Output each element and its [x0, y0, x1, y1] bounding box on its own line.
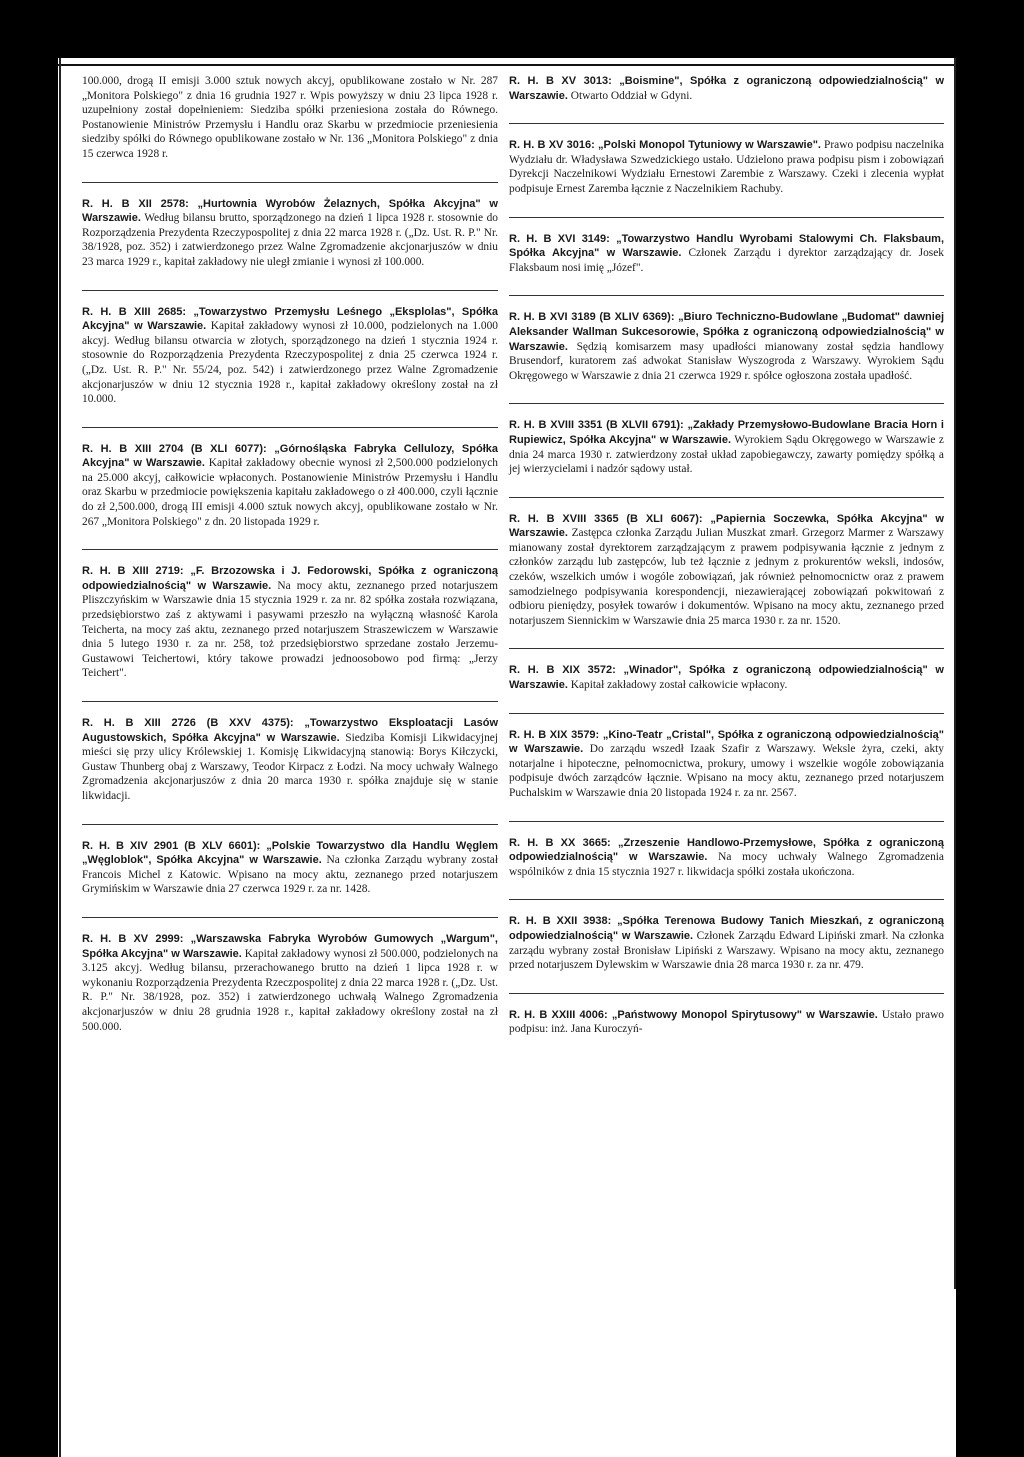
- entry-text: Na mocy uchwały Walnego Zgromadzenia wspólników z dnia 15 stycznia 1927 r. likwidacja spółki została ukończona.: [509, 851, 944, 878]
- entry-text: Kapitał zakładowy wynosi zł 10.000, podzielonych na 1.000 akcyj. Według bilansu otwarcia w złotych, sporządzonego na dzień 1 stycznia 1924 r. stosownie do Rozporządzenia Prezydenta Rzeczypospolitej z dnia 25 czerwca 1924 r. („Dz. Ust. R. P." Nr. 55/24, poz. 542) i zatwierdzonego przez Walne Zgromadzenie akcjonarjuszów w dniu 12 stycznia 1928 r., kapitał zakładowy określony został na zł 10.000.: [82, 320, 498, 406]
- register-entry: [509, 232, 944, 286]
- register-entry: [509, 418, 944, 486]
- entry-divider: [82, 427, 498, 428]
- entry-text: Ustało prawo podpisu: inż. Jana Kuroczyń-: [509, 1008, 944, 1036]
- entry-text: Członek Zarządu i dyrektor zarządzający dr. Josek Flaksbaum nosi imię „Józef".: [509, 247, 944, 274]
- entry-text: 100.000, drogą II emisji 3.000 sztuk nowych akcyj, opublikowane zostało w Nr. 287 „Monitora Polskiego" z dnia 16 grudnia 1927 r. Wpis powyższy w dniu 23 lipca 1928 r. uzupełniony został dopełnieniem: Siedziba spółki przeniesiona została do Równego. Postanowienie Ministrów Przemysłu i Handlu oraz Skarbu w przedmiocie przeniesienia siedziby spółki do Równego opublikowane zostało w Nr. 136 „Monitora Polskiego" z dnia 15 czerwca 1928 r.: [82, 75, 498, 160]
- entry-heading: R. H. B XIII 2726 (B XXV 4375): „Towarzystwo Eksploatacji Lasów Augustowskich, Spółka Akcyjna" w Warszawie.: [82, 717, 498, 744]
- register-entry: [509, 310, 944, 393]
- entry-divider: [82, 290, 498, 291]
- entry-divider: [509, 899, 944, 900]
- register-entry: [82, 716, 498, 814]
- entry-text: Na mocy aktu, zeznanego przed notarjuszem Pliszczyńskim w Warszawie dnia 15 stycznia 1929 r. za nr. 82 spółka została rozwiązana, przedsiębiorstwo zaś z aktywami i pasywami przeszło na wyłączną własność Karola Teicherta, na mocy zaś aktu, zeznanego przed notarjuszem Straszewiczem w Warszawie dnia 5 lutego 1930 r. za nr. 258, toż przedsiębiorstwo sprzedane zostało Jerzemu-Gustawowi Teichertowi, który takowe prowadzi jednoosobowo pod firmą: „Jerzy Teichert".: [82, 579, 499, 680]
- entry-divider: [82, 824, 498, 825]
- entry-heading: R. H. B XVIII 3351 (B XLVII 6791): „Zakłady Przemysłowo-Budowlane Bracia Horn i Rupiewicz, Spółka Akcyjna" w Warszawie.: [509, 419, 944, 446]
- register-entry: [509, 74, 944, 113]
- entry-divider: [509, 497, 944, 498]
- entry-text: Otwarto Oddział w Gdyni.: [567, 89, 693, 102]
- entry-text: Zastępca członka Zarządu Julian Muszkat zmarł. Grzegorz Marmer z Warszawy mianowany został dyrektorem zarządzającym z prawem podpisywania łącznie z jednym z członków zarządu lub zastępców, lub też łącznie z jednym z prokurentów weksli, indosów, czeków, wszelkich umów i wogóle zobowiązań, jak również pełnomocnictw oraz z prawem samodzielnego podpisywania korespondencji, niezawierającej zobowiązań pokwitowań z odbioru pieniędzy, posyłek towarów i dokumentów. Wpisano na mocy aktu, zeznanego przed notarjuszem Siennickim w Warszawie dnia 25 marca 1930 r. za nr. 1520.: [509, 527, 944, 627]
- register-entry: [509, 138, 944, 206]
- entry-heading: R. H. B XXIII 4006: „Państwowy Monopol Spirytusowy" w Warszawie.: [509, 1008, 878, 1021]
- entry-text: Na członka Zarządu wybrany został Francois Michel z Katowic. Wpisano na mocy aktu, zeznanego przed notarjuszem Grymińskim w Warszawie dnia 27 czerwca 1929 r. za nr. 1428.: [82, 854, 498, 896]
- entry-text: Według bilansu brutto, sporządzonego na dzień 1 lipca 1928 r. stosownie do Rozporządzenia Prezydenta Rzeczypospolitej z dnia 22 marca 1928 r. („Dz. Ust. R. P." Nr. 38/1928, poz. 352) i zatwierdzonego przez Walne Zgromadzenie akcjonarjuszów w dniu 23 marca 1929 r., kapitał zakładowy nie uległ zmianie i wynosi zł 100.000.: [82, 212, 498, 268]
- register-entry: [509, 728, 944, 811]
- entry-divider: [509, 217, 944, 218]
- entry-heading: R. H. B XVI 3149: „Towarzystwo Handlu Wyrobami Stalowymi Ch. Flaksbaum, Spółka Akcyjna" w Warszawie.: [509, 232, 944, 260]
- right-column: [509, 74, 944, 1047]
- entry-heading: R. H. B XIX 3579: „Kino-Teatr „Cristal", Spółka z ograniczoną odpowiedzialnością" w Warszawie.: [509, 728, 944, 756]
- entry-heading: R. H. B XII 2578: „Hurtownia Wyrobów Żelaznych, Spółka Akcyjna" w Warszawie.: [82, 197, 498, 225]
- entry-heading: R. H. B XIII 2704 (B XLI 6077): „Górnośląska Fabryka Cellulozy, Spółka Akcyjna" w Warszawie.: [82, 442, 498, 470]
- register-entry: [82, 197, 498, 280]
- entry-divider: [509, 648, 944, 649]
- entry-heading: R. H. B XVIII 3365 (B XLI 6067): „Papiernia Soczewka, Spółka Akcyjna" w Warszawie.: [509, 512, 944, 540]
- entry-heading: R. H. B XIV 2901 (B XLV 6601): „Polskie Towarzystwo dla Handlu Węglem „Węgloblok", Spółka Akcyjna" w Warszawie.: [82, 839, 498, 867]
- entry-divider: [509, 821, 944, 822]
- entry-heading: R. H. B XIII 2685: „Towarzystwo Przemysłu Leśnego „Eksplolas", Spółka Akcyjna" w Warszawie.: [82, 305, 498, 333]
- entry-text: Członek Zarządu Edward Lipiński zmarł. Na członka zarządu wybrany został Bronisław Lipiński z Warszawy. Wpisano na mocy aktu, zeznanego przed notarjuszem Dylewskim w Warszawie dnia 28 marca 1930 r. za nr. 479.: [509, 929, 944, 972]
- entry-heading: R. H. B XV 3013: „Boismine", Spółka z ograniczoną odpowiedzialnością" w Warszawie.: [509, 75, 944, 102]
- register-entry: [82, 442, 498, 540]
- register-entry: [509, 914, 944, 982]
- entry-heading: R. H. B XXII 3938: „Spółka Terenowa Budowy Tanich Mieszkań, z ograniczoną odpowiedzialnością" w Warszawie.: [509, 915, 944, 942]
- entry-heading: R. H. B XIX 3572: „Winador", Spółka z ograniczoną odpowiedzialnością" w Warszawie.: [509, 664, 944, 692]
- entry-text: Kapitał zakładowy obecnie wynosi zł 2,500.000 podzielonych na 25.000 akcyj, całkowicie wpłaconych. Postanowienie Ministrów Przemysłu i Handlu oraz Skarbu w przedmiocie powiększenia kapitału zakładowego o zł 400.000, czyli łącznie do zł 2,500.000, drogą III emisji 4.000 sztuk nowych akcyj, opublikowane zostało w Nr. 267 „Monitora Polskiego" z dn. 20 listopada 1929 r.: [82, 457, 499, 528]
- register-entry: [509, 663, 944, 702]
- entry-text: Do zarządu wszedł Izaak Szafir z Warszawy. Weksle żyra, czeki, akty notarjalne i hipoteczne, pełnomocnictwa, prokury, umowy i wszelkie wogóle zobowiązania podpisuje dwóch zarządców łącznie. Wpisano na mocy aktu, zeznanego przed notarjuszem Puchalskim w Warszawie dnia 20 listopada 1924 r. za nr. 2567.: [509, 743, 944, 799]
- register-entry: [82, 564, 498, 691]
- register-entry: [509, 836, 944, 890]
- register-entry: [509, 512, 944, 639]
- entry-divider: [82, 182, 498, 183]
- left-rule: [59, 58, 61, 1457]
- entry-divider: [82, 917, 498, 918]
- entry-heading: R. H. B XV 3016: „Polski Monopol Tytuniowy w Warszawie".: [509, 139, 821, 152]
- register-entry: [509, 1008, 944, 1047]
- register-entry: [82, 305, 498, 417]
- entry-divider: [82, 549, 498, 550]
- register-entry: [82, 932, 498, 1044]
- entry-heading: R. H. B XVI 3189 (B XLIV 6369): „Biuro Techniczno-Budowlane „Budomat" dawniej Aleksander Wallman Sukcesorowie, Spółka z ograniczoną odpowiedzialnością" w Warszawie.: [509, 311, 944, 353]
- left-column: [82, 74, 498, 1044]
- entry-divider: [82, 701, 498, 702]
- entry-text: Kapitał zakładowy został całkowicie wpłacony.: [567, 679, 788, 692]
- register-entry: [82, 74, 498, 172]
- entry-heading: R. H. B XX 3665: „Zrzeszenie Handlowo-Przemysłowe, Spółka z ograniczoną odpowiedzialnością" w Warszawie.: [509, 836, 944, 864]
- entry-divider: [509, 713, 944, 714]
- entry-divider: [509, 403, 944, 404]
- top-rule: [58, 64, 956, 66]
- entry-text: Sędzią komisarzem masy upadłości mianowany został sędzia handlowy Brusendorf, kuratorem zaś adwokat Stanisław Wyszogroda z Warszawy. Wyrokiem Sądu Okręgowego w Warszawie z dnia 21 czerwca 1929 r. spółce ogłoszona została upadłość.: [509, 340, 944, 382]
- entry-divider: [509, 123, 944, 124]
- entry-heading: R. H. B XV 2999: „Warszawska Fabryka Wyrobów Gumowych „Wargum", Spółka Akcyjna" w Warszawie.: [82, 932, 498, 960]
- entry-text: Siedziba Komisji Likwidacyjnej mieści się przy ulicy Królewskiej 1. Komisję Likwidacyjną stanowią: Borys Kiłczycki, Gustaw Thunberg obaj z Warszawy, Teodor Kirpacz z Łodzi. Na mocy uchwały Walnego Zgromadzenia akcjonarjuszów z dnia 20 marca 1930 r. spółka znajduje się w stanie likwidacji.: [82, 731, 498, 802]
- entry-heading: R. H. B XIII 2719: „F. Brzozowska i J. Fedorowski, Spółka z ograniczoną odpowiedzialnością" w Warszawie.: [82, 565, 498, 592]
- entry-text: Wyrokiem Sądu Okręgowego w Warszawie z dnia 24 marca 1930 r. zatwierdzony został układ zapobiegawczy, zawarty pomiędzy spółką a jej wierzycielami i nadzór sądowy ustał.: [509, 433, 944, 476]
- entry-text: Prawo podpisu naczelnika Wydziału dr. Władysława Szwedzickiego ustało. Udzielono prawa podpisu pism i zobowiązań Dyrekcji Naczelnikowi Wydziału Ernestowi Zarembie z Warszawy. Czeki i zlecenia wypłat podpisuje Ernest Zaremba łącznie z Naczelnikiem Rachuby.: [509, 139, 944, 195]
- right-rule: [954, 58, 956, 1289]
- document-page: [58, 58, 956, 1457]
- entry-divider: [509, 295, 944, 296]
- entry-text: Kapitał zakładowy wynosi zł 500.000, podzielonych na 3.125 akcyj. Według bilansu, przerachowanego brutto na dzień 1 lipca 1928 r. w wykonaniu Rozporządzenia Prezydenta Rzeczpospolitej z dnia 22 marca 1928 r. („Dz. Ust. R. P." Nr. 38/1928, poz. 352) i zatwierdzonego uchwałą Walnego Zgromadzenia akcjonarjuszów w dniu 28 grudnia 1928 r., kapitał zakładowy określony został na zł 500.000.: [82, 947, 498, 1033]
- register-entry: [82, 839, 498, 907]
- entry-divider: [509, 993, 944, 994]
